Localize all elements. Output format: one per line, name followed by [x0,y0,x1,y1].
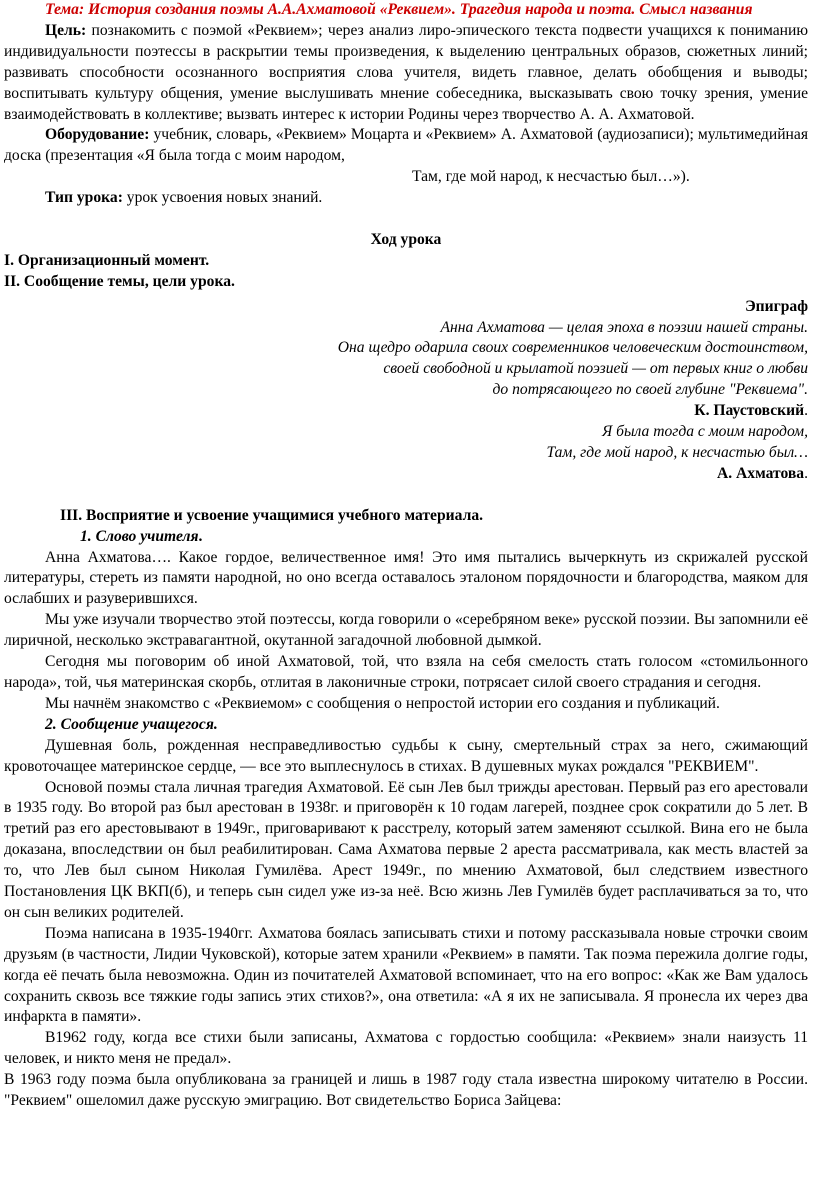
epigraph-author-1-punct: . [804,402,808,420]
lesson-type-paragraph [4,188,808,209]
equipment-tail: Там, где мой народ, к несчастью был…»). [412,168,690,186]
epigraph-author-2-punct: . [804,464,808,482]
epigraph-line: Анна Ахматова — целая эпоха в поэзии нашей страны. [440,318,808,336]
epigraph-author-2 [4,464,808,485]
epigraph-line: своей свободной и крылатой поэзией — от первых книг о любви [383,360,808,378]
student-paragraph: Душевная боль, рожденная несправедливостью судьбы к сыну, смертельный страх за него, сжимающий кровоточащее материнское сердце, — все это выплеснулось в стихах. В душевных муках рождался "РЕКВИЕМ". [4,736,808,775]
equipment-text: учебник, словарь, «Реквием» Моцарта и «Реквием» А. Ахматовой (аудиозаписи); мультимедийная доска (презентация «Я была тогда с моим народом, [4,126,808,165]
subheading-student: 2. Сообщение учащегося. [45,715,218,733]
section-heading-1: I. Организационный момент. [4,251,210,269]
goal-label: Цель: [45,21,87,39]
subheading-teacher-text: 1. Слово учителя [80,527,199,545]
equipment-paragraph [4,125,808,167]
equipment-label: Оборудование: [45,126,150,144]
teacher-paragraph: Анна Ахматова…. Какое гордое, величественное имя! Это имя пытались вычеркнуть из скрижалей русской литературы, стереть из памяти народной, но оно всегда оставалось эталоном порядочности и благородства, маяком для ослабших и разуверившихся. [4,548,808,608]
lesson-type-text: урок усвоения новых знаний. [122,189,323,207]
final-paragraph: В 1963 году поэма была опубликована за границей и лишь в 1987 году стала известна широкому читателю в России. "Реквием" ошеломил даже русскую эмиграцию. Вот свидетельство Бориса Зайцева: [4,1071,808,1110]
course-heading: Ход урока [370,230,442,248]
epigraph-poem-line: Я была тогда с моим народом, [601,423,808,441]
lesson-type-label: Тип урока: [45,189,123,207]
student-paragraph: Основой поэмы стала личная трагедия Ахматовой. Её сын Лев был трижды арестован. Первый раз его арестовали в 1935 году. Во второй раз был арестован в 1938г. и приговорён к 10 годам лагерей, позднее срок сократили до 5 лет. В третий раз его арестовывают в 1949г., приговаривают к расстрелу, который затем заменяют ссылкой. Вина его не была доказана, впоследствии он был реабилитирован. Сама Ахматова первые 2 ареста рассматривала, как месть властей за то, что Лев был сыном Николая Гумилёва. Арест 1949г., по мнению Ахматовой, был следствием известного Постановления ЦК ВКП(б), и теперь сын сидел уже из-за неё. Всю жизнь Лев Гумилёв будет расплачиваться за то, что он сын великих родителей. [4,778,808,921]
section-heading-3: III. Восприятие и усвоение учащимися учебного материала. [60,506,484,524]
lesson-title: Тема: История создания поэмы А.А.Ахматовой «Реквием». Трагедия народа и поэта. Смысл названия [45,1,753,18]
epigraph-author-1 [4,401,808,422]
goal-text: познакомить с поэмой «Реквием»; через анализ лиро-эпического текста подвести учащихся к пониманию индивидуальности поэтессы в раскрытии темы произведения, к выделению центральных образов, сюжетных линий; развивать способности осознанного восприятия слова учителя, видеть главное, делать обобщения и выводы; воспитывать культуру общения, умение выслушивать мнение собеседника, высказывать свою точку зрения, умение взаимодействовать в коллективе; вызвать интерес к истории Родины через творчество А. А. Ахматовой. [4,21,808,123]
spacer [4,209,808,230]
subheading-teacher-punct: . [198,527,203,545]
section-heading-2: II. Сообщение темы, цели урока. [4,272,235,290]
goal-paragraph [4,21,808,126]
teacher-paragraph: Мы начнём знакомство с «Реквиемом» с сообщения о непростой истории его создания и публикаций. [45,694,720,712]
epigraph-line: до потрясающего по своей глубине "Реквиема". [492,381,808,399]
epigraph-author-2-name: А. Ахматова [716,464,805,482]
spacer [4,485,808,506]
teacher-paragraph: Сегодня мы поговорим об иной Ахматовой, той, что взяла на себя смелость стать голосом «стомильонного народа», той, чья материнская скорбь, отлитая в лаконичные строки, потрясает силой своего страдания и сегодня. [4,653,808,691]
teacher-paragraph: Мы уже изучали творчество этой поэтессы, когда говорили о «серебряном веке» русской поэзии. Вы запомнили её лиричной, несколько экстравагантной, окутанной загадочной любовной дымкой. [4,611,808,650]
epigraph-poem-line: Там, где мой народ, к несчастью был… [546,444,808,462]
subheading-teacher [4,527,808,548]
epigraph-author-1-name: К. Паустовский [694,402,805,420]
student-paragraph: В1962 году, когда все стихи были записаны, Ахматова с гордостью сообщила: «Реквием» знали наизусть 11 человек, и никто меня не предал». [4,1029,808,1068]
student-paragraph: Поэма написана в 1935-1940гг. Ахматова боялась записывать стихи и потому рассказывала новые строчки своим друзьям (в частности, Лидии Чуковской), которые затем хранили «Реквием» в памяти. Так поэма пережила долгие годы, когда её печать была невозможна. Один из почитателей Ахматовой вспоминает, что на его вопрос: «Как же Вам удалось сохранить сквозь все тяжкие годы запись этих стихов?», она ответила: «А я их не записывала. Я пронесла их через два инфаркта в памяти». [4,924,808,1026]
epigraph-line: Она щедро одарила своих современников человеческим достоинством, [337,339,808,357]
epigraph-label: Эпиграф [745,297,808,315]
